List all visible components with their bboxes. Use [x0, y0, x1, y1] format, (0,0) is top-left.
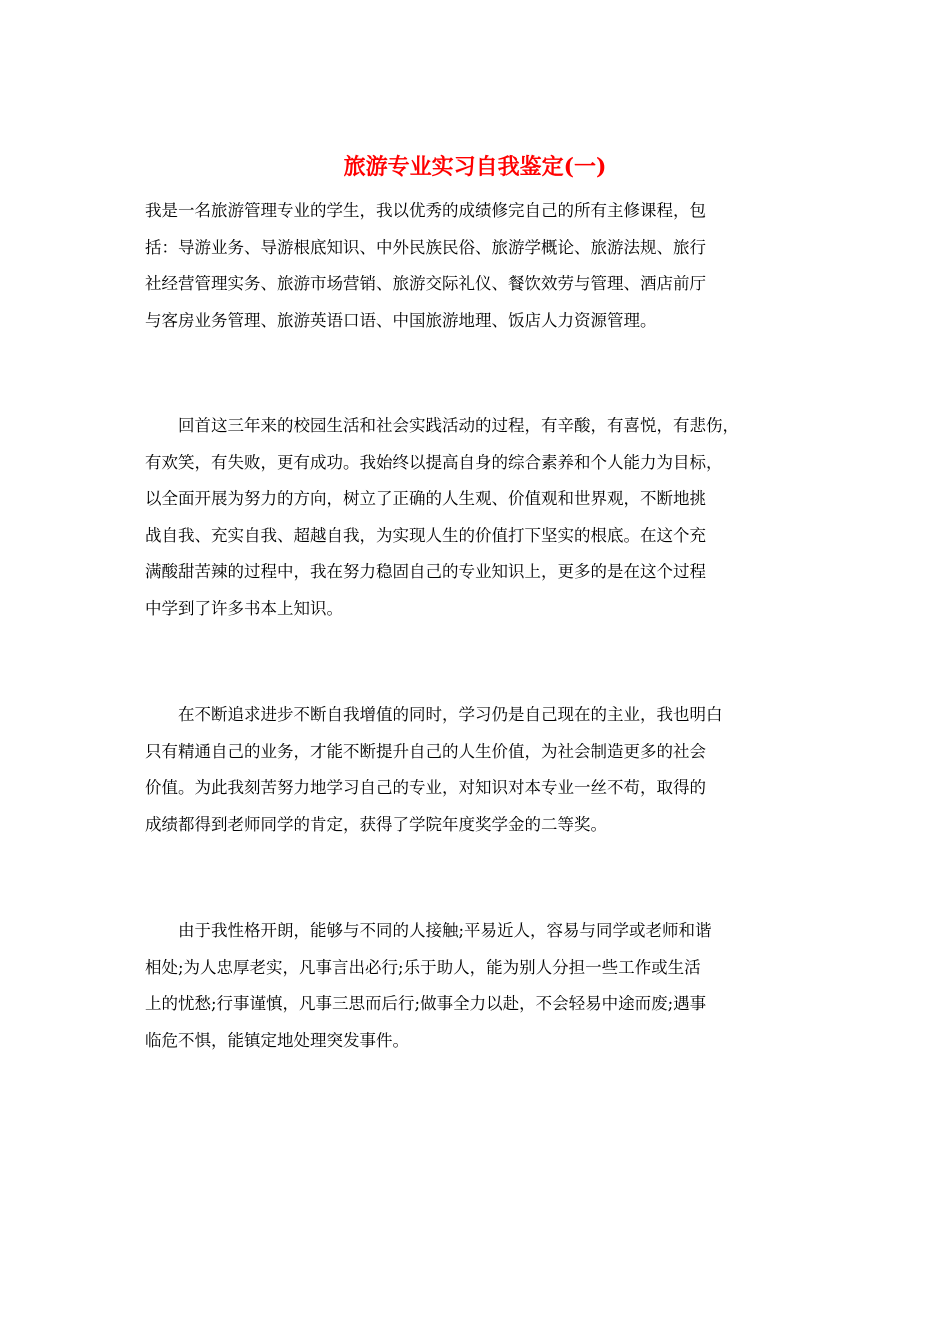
paragraph-line: 上的忧愁;行事谨慎，凡事三思而后行;做事全力以赴，不会轻易中途而废;遇事	[145, 994, 707, 1013]
paragraph-line: 中学到了许多书本上知识。	[145, 598, 343, 618]
document-title: 旅游专业实习自我鉴定(一)	[343, 154, 607, 180]
paragraph-line: 有欢笑，有失败，更有成功。我始终以提高自身的综合素养和个人能力为目标，	[145, 452, 723, 472]
paragraph-line: 成绩都得到老师同学的肯定，获得了学院年度奖学金的二等奖。	[145, 814, 607, 834]
paragraph-line: 价值。为此我刻苦努力地学习自己的专业，对知识对本专业一丝不苟，取得的	[145, 778, 706, 797]
paragraph-reflection	[145, 408, 825, 627]
paragraph-line: 相处;为人忠厚老实，凡事言出必行;乐于助人，能为别人分担一些工作或生活	[145, 957, 701, 977]
paragraph-line: 在不断追求进步不断自我增值的同时，学习仍是自己现在的主业，我也明白	[145, 705, 723, 724]
paragraph-line: 满酸甜苦辣的过程中，我在努力稳固自己的专业知识上，更多的是在这个过程	[145, 562, 706, 581]
paragraph-line: 战自我、充实自我、超越自我，为实现人生的价值打下坚实的根底。在这个充	[145, 525, 706, 545]
paragraph-study	[145, 697, 825, 843]
paragraph-line: 只有精通自己的业务，才能不断提升自己的人生价值，为社会制造更多的社会	[145, 741, 706, 761]
paragraph-line: 与客房业务管理、旅游英语口语、中国旅游地理、饭店人力资源管理。	[145, 310, 657, 330]
paragraph-line: 临危不惧，能镇定地处理突发事件。	[145, 1030, 409, 1050]
paragraph-line: 社经营管理实务、旅游市场营销、旅游交际礼仪、餐饮效劳与管理、酒店前厅	[145, 274, 706, 293]
paragraph-line: 回首这三年来的校园生活和社会实践活动的过程，有辛酸，有喜悦，有悲伤，	[145, 416, 739, 435]
paragraph-courses	[145, 193, 825, 339]
paragraph-personality	[145, 913, 825, 1059]
paragraph-line: 由于我性格开朗，能够与不同的人接触;平易近人，容易与同学或老师和谐	[145, 921, 712, 940]
paragraph-line: 以全面开展为努力的方向，树立了正确的人生观、价值观和世界观，不断地挑	[145, 489, 706, 508]
paragraph-line: 括：导游业务、导游根底知识、中外民族民俗、旅游学概论、旅游法规、旅行	[145, 237, 706, 257]
paragraph-line: 我是一名旅游管理专业的学生，我以优秀的成绩修完自己的所有主修课程，包	[145, 201, 706, 220]
